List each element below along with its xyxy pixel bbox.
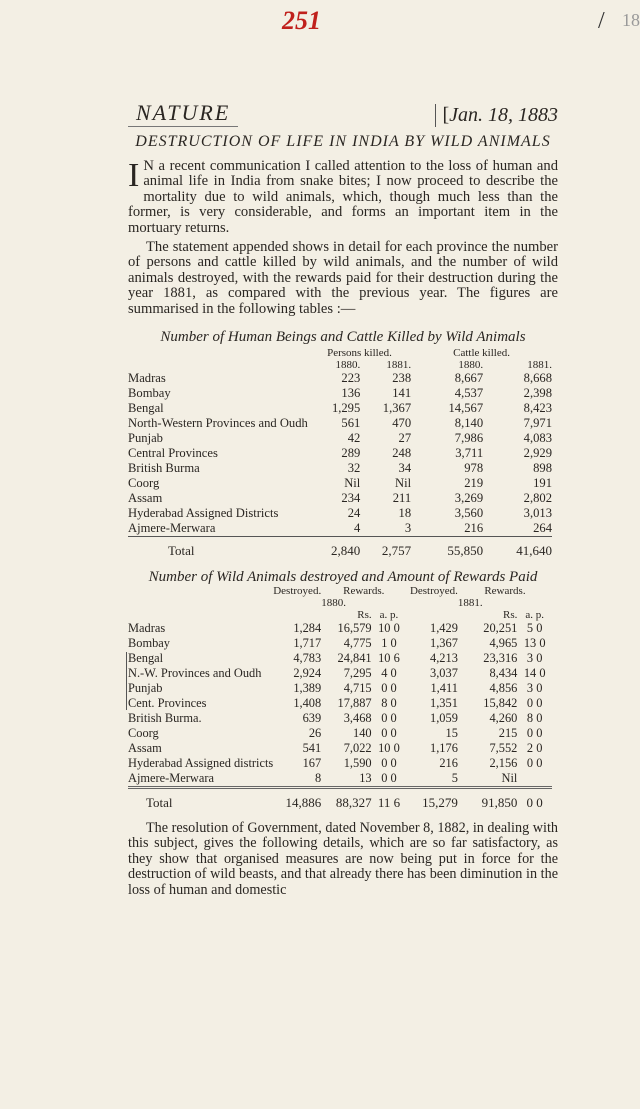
cell-cattle-1881: 2,929 xyxy=(523,446,552,461)
table-row xyxy=(128,386,552,401)
cell-persons-1881: 1,367 xyxy=(382,401,412,416)
cell-cattle-1880: 14,567 xyxy=(448,401,484,416)
cell-rupees-1880: 17,887 xyxy=(337,696,372,711)
cell-persons-1880: 136 xyxy=(341,386,361,401)
cell-destroyed-1881: 1,367 xyxy=(430,636,458,651)
table-row xyxy=(128,726,552,741)
row-label: Hyderabad Assigned districts xyxy=(128,756,274,771)
cell-destroyed-1881: 4,213 xyxy=(430,651,458,666)
cell-cattle-1881: 4,083 xyxy=(523,431,552,446)
paragraph-intro xyxy=(128,159,558,236)
cell-rupees-1880: 140 xyxy=(353,726,372,741)
col-group-cattle: Cattle killed. xyxy=(453,347,510,360)
cell-cattle-1880: 3,711 xyxy=(455,446,484,461)
row-label: Madras xyxy=(128,621,166,636)
cell-persons-1880: 42 xyxy=(347,431,361,446)
cell-annas-pies-1881: 3 0 xyxy=(526,681,543,696)
cell-cattle-1880: 7,986 xyxy=(454,431,484,446)
cell-rupees-1880: 4,775 xyxy=(343,636,372,651)
col-year: 1880. xyxy=(321,597,346,610)
table-animals-destroyed xyxy=(128,585,552,811)
cell-rupees-1881: 215 xyxy=(498,726,518,741)
cell-rupees-1880: 4,715 xyxy=(343,681,372,696)
row-label: Central Provinces xyxy=(128,446,218,461)
table1-title: Number of Human Beings and Cattle Killed by Wild Animals xyxy=(160,329,526,346)
issue-date: [Jan. 18, 1883 xyxy=(435,104,558,127)
cell-destroyed-1881: 1,429 xyxy=(430,621,458,636)
cell-annas-pies-1880: 0 0 xyxy=(381,726,397,741)
cell-rupees-1880: 24,841 xyxy=(337,651,372,666)
cell-annas-pies-1880: 4 0 xyxy=(381,666,397,681)
cell-annas-pies-1880: 0 0 xyxy=(381,771,397,786)
cell-cattle-1881: 7,971 xyxy=(523,416,552,431)
cell-cattle-1881: 264 xyxy=(533,521,552,536)
cell-annas-pies-1881: 0 0 xyxy=(526,756,543,771)
cell-destroyed-1880: 1,408 xyxy=(293,696,322,711)
cell-rupees-1881: 2,156 xyxy=(489,756,518,771)
total-cell: 2,757 xyxy=(381,543,412,559)
margin-bar xyxy=(126,652,127,710)
cell-annas-pies-1880: 0 0 xyxy=(381,756,397,771)
table-row xyxy=(128,771,552,788)
table-row xyxy=(128,476,552,491)
row-label: Punjab xyxy=(128,681,163,696)
row-label: Ajmere-Merwara xyxy=(128,771,214,786)
col-year: 1881. xyxy=(527,359,552,372)
row-label: N.-W. Provinces and Oudh xyxy=(128,666,262,681)
table-row xyxy=(128,651,552,666)
paragraph-intro-text: N a recent communication I called attention to the loss of human and animal life in India from snake bites; I now proceed to describe the mortality due to wild animals, which, though much less than the former, is very considerable, and forms an important item in the mortuary returns. xyxy=(128,158,558,236)
row-label: British Burma xyxy=(128,461,200,476)
cell-cattle-1881: 2,398 xyxy=(523,386,552,401)
cell-destroyed-1880: 1,717 xyxy=(293,636,322,651)
row-label: Madras xyxy=(128,371,166,386)
cell-cattle-1881: 3,013 xyxy=(523,506,552,521)
cell-persons-1881: 470 xyxy=(392,416,412,431)
table-human-cattle-killed xyxy=(128,347,552,559)
paragraph-resolution: The resolution of Government, dated November 8, 1882, in dealing with this subject, gives the following details, which are so far satisfactory, as they show that organised measures are now being put in force for the destruction of wild beasts, and that already there has been diminution in the loss of human and domestic xyxy=(128,820,558,898)
row-label: Coorg xyxy=(128,476,160,491)
cell-rupees-1881: Nil xyxy=(501,771,518,786)
cell-persons-1881: 27 xyxy=(398,431,412,446)
cell-cattle-1880: 3,269 xyxy=(454,491,484,506)
row-label: Coorg xyxy=(128,726,159,741)
clipping xyxy=(128,95,558,898)
table-row xyxy=(128,371,552,386)
col-ap: a. p. xyxy=(379,609,399,622)
table-row xyxy=(128,491,552,506)
row-label: Assam xyxy=(128,741,162,756)
table-row xyxy=(128,741,552,756)
table-row xyxy=(128,681,552,696)
table-row xyxy=(128,621,552,636)
table-row xyxy=(128,666,552,681)
cell-destroyed-1881: 5 xyxy=(451,771,458,786)
cell-destroyed-1880: 167 xyxy=(302,756,322,771)
cell-annas-pies-1880: 0 0 xyxy=(381,711,397,726)
cell-destroyed-1881: 1,176 xyxy=(430,741,458,756)
cell-annas-pies-1881: 2 0 xyxy=(526,741,543,756)
col-destroyed: Destroyed. xyxy=(409,585,458,598)
cell-persons-1881: 141 xyxy=(392,386,412,401)
cell-persons-1880: 234 xyxy=(341,491,361,506)
row-label: North-Western Provinces and Oudh xyxy=(128,416,308,431)
row-label: Hyderabad Assigned Districts xyxy=(128,506,279,521)
col-rewards: Rewards. xyxy=(343,585,385,598)
row-label: British Burma. xyxy=(128,711,202,726)
row-label: Bengal xyxy=(128,651,164,666)
cell-persons-1880: 289 xyxy=(341,446,361,461)
cell-persons-1880: 24 xyxy=(347,506,361,521)
cell-persons-1881: 18 xyxy=(398,506,412,521)
cell-cattle-1881: 898 xyxy=(533,461,552,476)
cell-rupees-1880: 13 xyxy=(359,771,372,786)
table-row xyxy=(128,461,552,476)
col-year: 1881. xyxy=(386,359,412,372)
col-group-persons: Persons killed. xyxy=(327,347,392,360)
cell-cattle-1880: 216 xyxy=(464,521,484,536)
cell-destroyed-1881: 1,411 xyxy=(430,681,458,696)
article-title: DESTRUCTION OF LIFE IN INDIA BY WILD ANIMALS xyxy=(135,133,551,150)
total-label: Total xyxy=(146,795,173,811)
cell-persons-1880: Nil xyxy=(344,476,361,491)
table-row xyxy=(128,636,552,651)
cell-annas-pies-1881: 14 0 xyxy=(523,666,546,681)
cell-cattle-1881: 8,423 xyxy=(523,401,552,416)
table-row xyxy=(128,711,552,726)
cell-rupees-1880: 7,022 xyxy=(343,741,372,756)
total-cell: 11 6 xyxy=(377,795,401,811)
cell-persons-1881: 3 xyxy=(404,521,412,536)
col-year: 1881. xyxy=(457,597,483,610)
drop-cap: I xyxy=(128,157,140,194)
cell-cattle-1880: 8,140 xyxy=(454,416,484,431)
corner-mark: / xyxy=(598,8,605,34)
table-row xyxy=(128,401,552,416)
row-label: Cent. Provinces xyxy=(128,696,207,711)
page-header xyxy=(128,95,558,127)
cell-destroyed-1880: 8 xyxy=(315,771,322,786)
row-label: Assam xyxy=(128,491,163,506)
cell-annas-pies-1881 xyxy=(517,771,552,788)
table-row xyxy=(128,506,552,521)
cell-destroyed-1881: 3,037 xyxy=(430,666,458,681)
cell-rupees-1881: 4,260 xyxy=(489,711,518,726)
cell-annas-pies-1881: 13 0 xyxy=(523,636,546,651)
cell-annas-pies-1880: 10 0 xyxy=(378,621,400,636)
row-label: Bengal xyxy=(128,401,164,416)
issue-date-text: Jan. 18, 1883 xyxy=(449,104,558,126)
cell-rupees-1881: 4,965 xyxy=(489,636,518,651)
col-destroyed: Destroyed. xyxy=(273,585,322,598)
col-rewards: Rewards. xyxy=(484,585,526,598)
row-label: Punjab xyxy=(128,431,163,446)
cell-annas-pies-1880: 0 0 xyxy=(381,681,397,696)
table-row xyxy=(128,696,552,711)
cell-destroyed-1880: 639 xyxy=(302,711,322,726)
total-cell: 55,850 xyxy=(447,543,484,559)
cell-cattle-1881: 191 xyxy=(533,476,552,491)
cell-destroyed-1881: 1,059 xyxy=(430,711,458,726)
cell-rupees-1881: 4,856 xyxy=(489,681,518,696)
cell-cattle-1880: 978 xyxy=(464,461,484,476)
cell-destroyed-1881: 216 xyxy=(439,756,458,771)
cell-annas-pies-1880: 1 0 xyxy=(381,636,397,651)
cell-persons-1880: 1,295 xyxy=(331,401,361,416)
cell-rupees-1881: 23,316 xyxy=(483,651,518,666)
cell-rupees-1881: 8,434 xyxy=(489,666,518,681)
cell-cattle-1880: 3,560 xyxy=(454,506,484,521)
total-cell: 41,640 xyxy=(516,543,552,559)
col-rs: Rs. xyxy=(357,609,372,622)
journal-name: NATURE xyxy=(128,100,238,127)
edge-mark: 18 xyxy=(622,10,640,30)
cell-rupees-1880: 16,579 xyxy=(337,621,372,636)
total-cell: 91,850 xyxy=(481,795,518,811)
cell-annas-pies-1881: 0 0 xyxy=(526,696,543,711)
total-cell: 88,327 xyxy=(335,795,372,811)
cell-annas-pies-1880: 8 0 xyxy=(381,696,397,711)
cell-destroyed-1880: 541 xyxy=(302,741,322,756)
cell-cattle-1880: 4,537 xyxy=(454,386,484,401)
total-cell: 14,886 xyxy=(285,795,322,811)
cell-persons-1880: 223 xyxy=(341,371,361,386)
cell-rupees-1881: 7,552 xyxy=(489,741,518,756)
table2-title: Number of Wild Animals destroyed and Amount of Rewards Paid xyxy=(148,569,538,586)
cell-persons-1881: 34 xyxy=(398,461,412,476)
cell-persons-1880: 32 xyxy=(347,461,361,476)
cell-cattle-1881: 2,802 xyxy=(523,491,552,506)
cell-persons-1881: 248 xyxy=(392,446,412,461)
cell-destroyed-1880: 1,389 xyxy=(293,681,322,696)
cell-persons-1880: 561 xyxy=(341,416,361,431)
row-label: Bombay xyxy=(128,386,171,401)
cell-annas-pies-1881: 3 0 xyxy=(526,651,543,666)
row-label: Bombay xyxy=(128,636,170,651)
cell-persons-1880: 4 xyxy=(353,521,361,536)
cell-destroyed-1880: 1,284 xyxy=(293,621,322,636)
cell-annas-pies-1881: 0 0 xyxy=(526,726,543,741)
cell-persons-1881: 238 xyxy=(392,371,412,386)
cell-annas-pies-1881: 5 0 xyxy=(526,621,543,636)
cell-cattle-1880: 8,667 xyxy=(454,371,484,386)
cell-destroyed-1881: 1,351 xyxy=(430,696,458,711)
paragraph-statement: The statement appended shows in detail for each province the number of persons and cattle killed by wild animals, and the number of wild animals destroyed, with the rewards paid for their destruction during the year 1881, as compared with the previous year. The figures are summarised in the following tables :— xyxy=(128,239,558,317)
table-row xyxy=(128,446,552,461)
cell-destroyed-1880: 2,924 xyxy=(293,666,322,681)
table-row xyxy=(128,521,552,537)
cell-annas-pies-1880: 10 6 xyxy=(378,651,400,666)
cell-persons-1881: Nil xyxy=(395,476,412,491)
cell-rupees-1880: 3,468 xyxy=(343,711,372,726)
total-cell: 2,840 xyxy=(331,543,361,559)
total-cell: 15,279 xyxy=(422,795,458,811)
cell-rupees-1880: 1,590 xyxy=(343,756,372,771)
cell-rupees-1881: 15,842 xyxy=(483,696,518,711)
cell-destroyed-1880: 26 xyxy=(308,726,322,741)
total-label: Total xyxy=(168,543,195,559)
cell-cattle-1881: 8,668 xyxy=(523,371,552,386)
cell-destroyed-1881: 15 xyxy=(445,726,458,741)
cell-cattle-1880: 219 xyxy=(464,476,484,491)
cell-rupees-1881: 20,251 xyxy=(483,621,518,636)
table-row xyxy=(128,416,552,431)
table-row xyxy=(128,431,552,446)
col-rs: Rs. xyxy=(502,609,518,622)
cell-annas-pies-1880: 10 0 xyxy=(378,741,400,756)
cell-annas-pies-1881: 8 0 xyxy=(526,711,543,726)
cell-persons-1881: 211 xyxy=(392,491,412,506)
handwritten-page-number: 251 xyxy=(282,6,321,35)
cell-destroyed-1880: 4,783 xyxy=(293,651,322,666)
row-label: Ajmere-Merwara xyxy=(128,521,216,536)
col-year: 1880. xyxy=(458,359,484,372)
col-ap: a. p. xyxy=(525,609,544,622)
col-year: 1880. xyxy=(335,359,361,372)
table-row xyxy=(128,756,552,771)
total-cell: 0 0 xyxy=(526,795,543,811)
cell-rupees-1880: 7,295 xyxy=(343,666,372,681)
